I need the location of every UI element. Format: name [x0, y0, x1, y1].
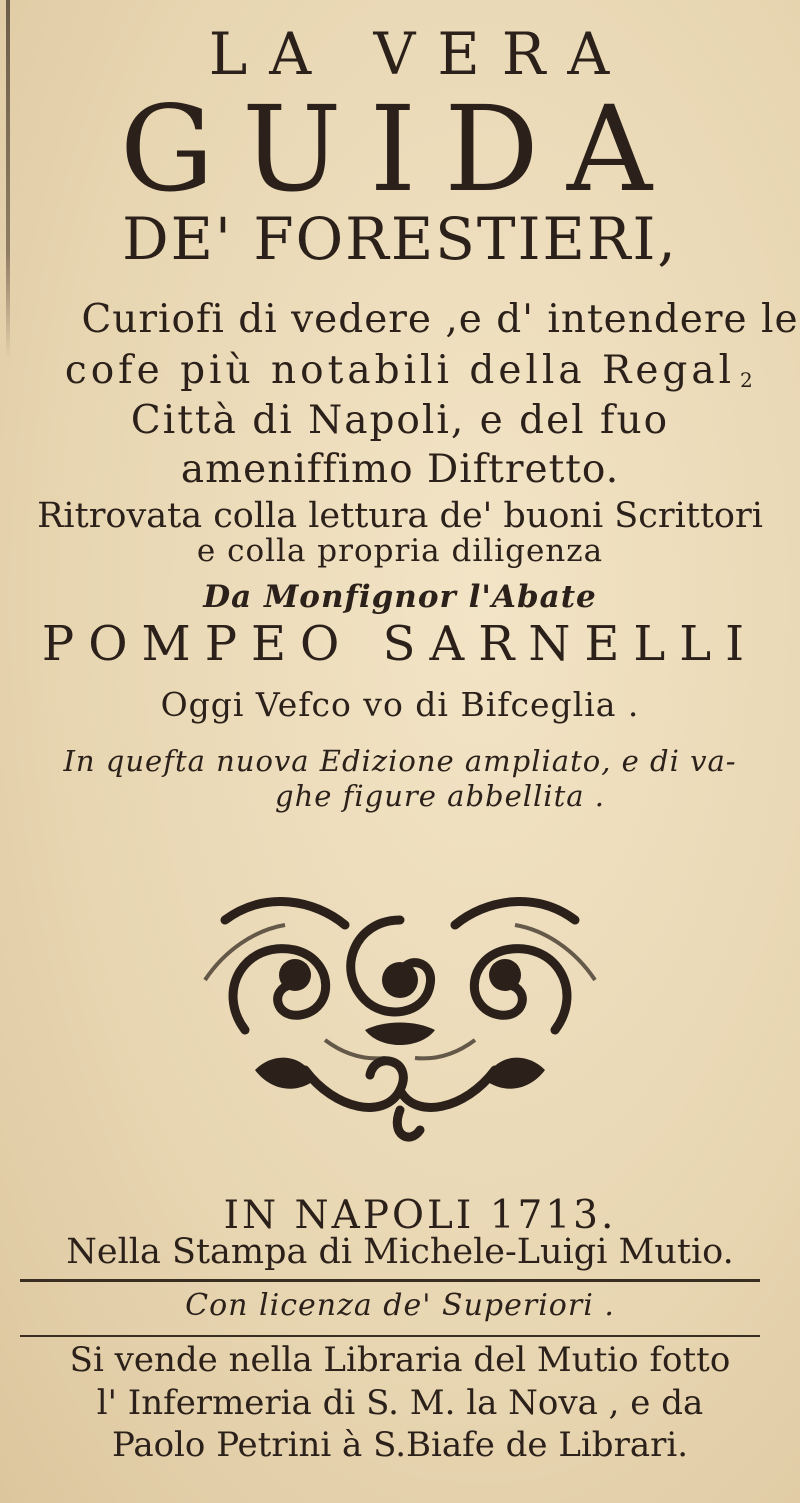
sale-line: Paolo Petrini à S.Biafe de Librari. [111, 1425, 689, 1465]
subtitle-line: cofe più notabili della Regal [64, 348, 736, 393]
found-line-1: Ritrovata colla lettura de' buoni Scrittori [37, 496, 763, 536]
sale-line: Si vende nella Libraria del Mutio fotto [69, 1340, 731, 1380]
edition-line-1: In quefta nuova Edizione ampliato, e di va- [63, 744, 737, 778]
imprint-place: IN NAPOLI 1713. [223, 1193, 617, 1238]
edition-line-2: ghe figure abbellita . [275, 779, 605, 813]
by-line: Da Monfignor l'Abate [203, 579, 597, 615]
subtitle-line: Curiofi di vedere ,e d' intendere le [81, 297, 799, 342]
subtitle-line: ameniffimo Diftretto. [180, 447, 620, 492]
divider [20, 1279, 760, 1282]
subtitle-line: Città di Napoli, e del fuo [130, 398, 670, 443]
title-line-1: LA VERA [208, 20, 632, 88]
printer-ornament-icon [185, 880, 615, 1150]
title-line-3: DE' FORESTIERI, [122, 205, 678, 273]
page-mark: 2 [740, 368, 753, 392]
title-line-2: GUIDA [119, 80, 681, 218]
author-title: Oggi Vefco vo di Bifceglia . [160, 685, 640, 724]
author-name: POMPEO SARNELLI [41, 616, 759, 672]
found-line-2: e colla propria diligenza [196, 533, 604, 569]
sale-line: l' Infermeria di S. M. la Nova , e da [96, 1383, 704, 1423]
imprint-press: Nella Stampa di Michele-Luigi Mutio. [66, 1232, 734, 1272]
license-line: Con licenza de' Superiori . [185, 1288, 615, 1323]
divider [20, 1335, 760, 1337]
